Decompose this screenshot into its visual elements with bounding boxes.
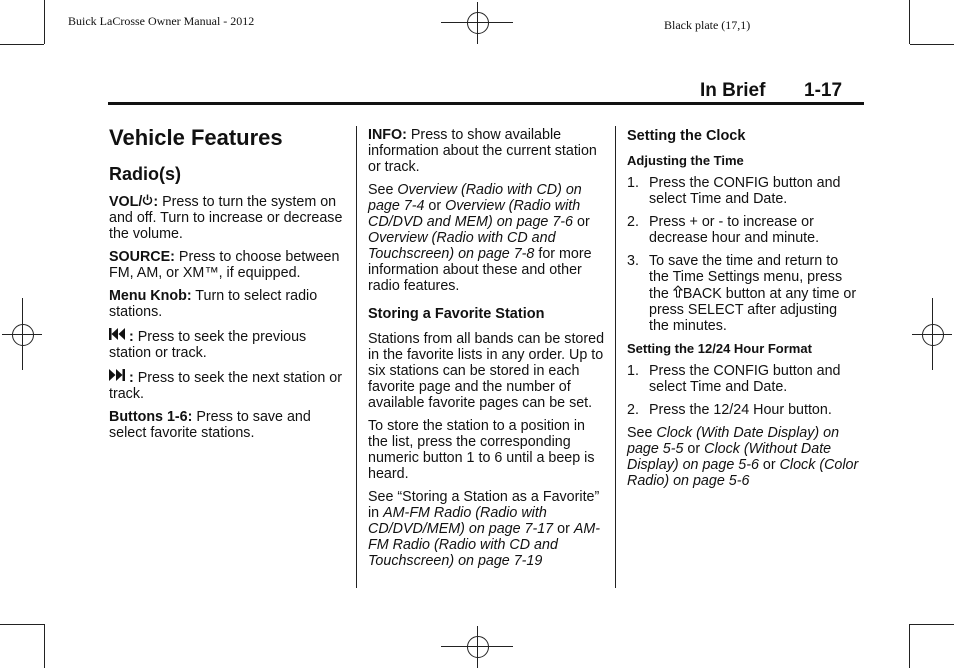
source-label: SOURCE: — [109, 249, 175, 265]
step-number: 2. — [627, 402, 639, 418]
crop-mark — [909, 0, 910, 44]
text: or — [553, 521, 574, 537]
format-steps — [627, 363, 859, 418]
registration-mark-left — [2, 298, 42, 370]
vol-colon: : — [153, 194, 159, 210]
text: See — [627, 425, 657, 441]
crop-mark — [0, 624, 44, 625]
crop-mark — [910, 44, 954, 45]
registration-mark-bottom — [441, 626, 513, 668]
seek-previous-text: Press to seek the previous station or track. — [109, 329, 307, 361]
buttons-text: Press to save and select favorite stations. — [109, 409, 311, 441]
list-item — [627, 253, 859, 334]
column-divider — [356, 126, 357, 588]
text: or — [573, 214, 590, 230]
vol-text: Press to turn the system on and off. Turn to increase or decrease the volume. — [109, 194, 343, 242]
text: See “Storing a Station as a Favorite” in — [368, 489, 600, 521]
step-text: To save the time and return to the Time Settings menu, press the — [649, 253, 843, 302]
page-title: Vehicle Features — [109, 125, 283, 150]
page-number: 1-17 — [804, 80, 843, 101]
crop-mark — [44, 0, 45, 44]
plate-label: Black plate (17,1) — [664, 18, 751, 32]
text: or — [424, 198, 446, 214]
seek-next-text: Press to seek the next station or track. — [109, 370, 342, 402]
header-rule — [108, 102, 864, 105]
info-label: INFO: — [368, 127, 407, 143]
storing-paragraph-2: To store the station to a position in the list, press the corresponding numeric button 1 to 6 until a beep is heard. — [368, 418, 595, 482]
seek-previous-paragraph — [109, 327, 345, 361]
cross-reference: AM-FM Radio (Radio with CD/DVD/MEM) on page 7-17 — [368, 505, 554, 537]
step-number: 1. — [627, 363, 639, 379]
text: for more information about these and other radio features. — [368, 246, 592, 294]
step-text: Press + or - to increase or decrease hour and minute. — [649, 214, 820, 246]
list-item — [627, 214, 859, 246]
crop-mark — [0, 44, 44, 45]
vol-label: VOL/ — [109, 194, 143, 210]
see-storing-station — [368, 489, 606, 569]
text: See — [368, 182, 398, 198]
storing-paragraph-1: Stations from all bands can be stored in the favorite lists in any order. Up to six stations can be stored in each favorite page and the number of available favorite pages can be set. — [368, 331, 605, 411]
buttons-label: Buttons 1-6: — [109, 409, 193, 425]
list-item — [627, 175, 859, 207]
cross-reference: Clock (Without Date Display) on page 5-6 — [627, 441, 832, 473]
step-number: 2. — [627, 214, 639, 230]
registration-mark-top — [441, 2, 513, 44]
back-arrow-icon — [673, 285, 683, 302]
storing-heading: Storing a Favorite Station — [368, 306, 545, 322]
radio-heading: Radio(s) — [109, 164, 181, 184]
step-text: Press the CONFIG button and select Time and Date. — [649, 363, 841, 395]
cross-reference: AM-FM Radio (Radio with CD and Touchscreen) on page 7-19 — [368, 521, 601, 569]
crop-mark — [909, 624, 910, 668]
cross-reference: Overview (Radio with CD and Touchscreen) on page 7-8 — [368, 230, 556, 262]
manual-title: Buick LaCrosse Owner Manual - 2012 — [68, 14, 255, 28]
hour-format-heading: Setting the 12/24 Hour Format — [627, 341, 812, 356]
text: or — [758, 457, 780, 473]
crop-mark — [44, 624, 45, 668]
text: or — [683, 441, 705, 457]
cross-reference: Clock (Color Radio) on page 5-6 — [627, 457, 859, 489]
source-paragraph — [109, 249, 345, 281]
info-paragraph — [368, 127, 606, 175]
cross-reference: Overview (Radio with CD/DVD and MEM) on page 7-6 — [368, 198, 581, 230]
section-title: In Brief — [700, 80, 766, 101]
step-number: 3. — [627, 253, 639, 269]
step-text: Press the CONFIG button and select Time and Date. — [649, 175, 841, 207]
crop-mark — [910, 624, 954, 625]
buttons-paragraph — [109, 409, 345, 441]
step-text: BACK button at any time or press SELECT after adjusting the minutes. — [649, 286, 857, 334]
seek-next-icon — [109, 368, 125, 386]
list-item — [627, 363, 859, 395]
menu-knob-label: Menu Knob: — [109, 288, 192, 304]
column-3 — [627, 128, 859, 496]
cross-reference: Overview (Radio with CD) on page 7-4 — [368, 182, 582, 214]
step-number: 1. — [627, 175, 639, 191]
menu-knob-paragraph — [109, 288, 345, 320]
registration-mark-right — [912, 298, 952, 370]
seek-next-paragraph — [109, 368, 345, 402]
step-text: Press the 12/24 Hour button. — [649, 402, 832, 418]
seek-previous-colon: : — [128, 329, 134, 345]
adjusting-time-heading: Adjusting the Time — [627, 153, 744, 168]
section-header — [700, 80, 842, 102]
adjusting-steps — [627, 175, 859, 334]
clock-heading: Setting the Clock — [627, 128, 746, 144]
column-1 — [109, 126, 345, 448]
source-text: Press to choose between FM, AM, or XM™, if equipped. — [109, 249, 340, 281]
column-divider — [615, 126, 616, 588]
see-clock — [627, 425, 859, 489]
column-2 — [368, 127, 606, 576]
see-radio-overview — [368, 182, 606, 294]
power-icon — [142, 194, 153, 210]
cross-reference: Clock (With Date Display) on page 5-5 — [627, 425, 840, 457]
seek-next-colon: : — [128, 370, 134, 386]
list-item — [627, 402, 859, 418]
seek-previous-icon — [109, 327, 125, 345]
vol-paragraph — [109, 194, 345, 242]
menu-knob-text: Turn to select radio stations. — [109, 288, 318, 320]
info-text: Press to show available information about the current station or track. — [368, 127, 597, 175]
